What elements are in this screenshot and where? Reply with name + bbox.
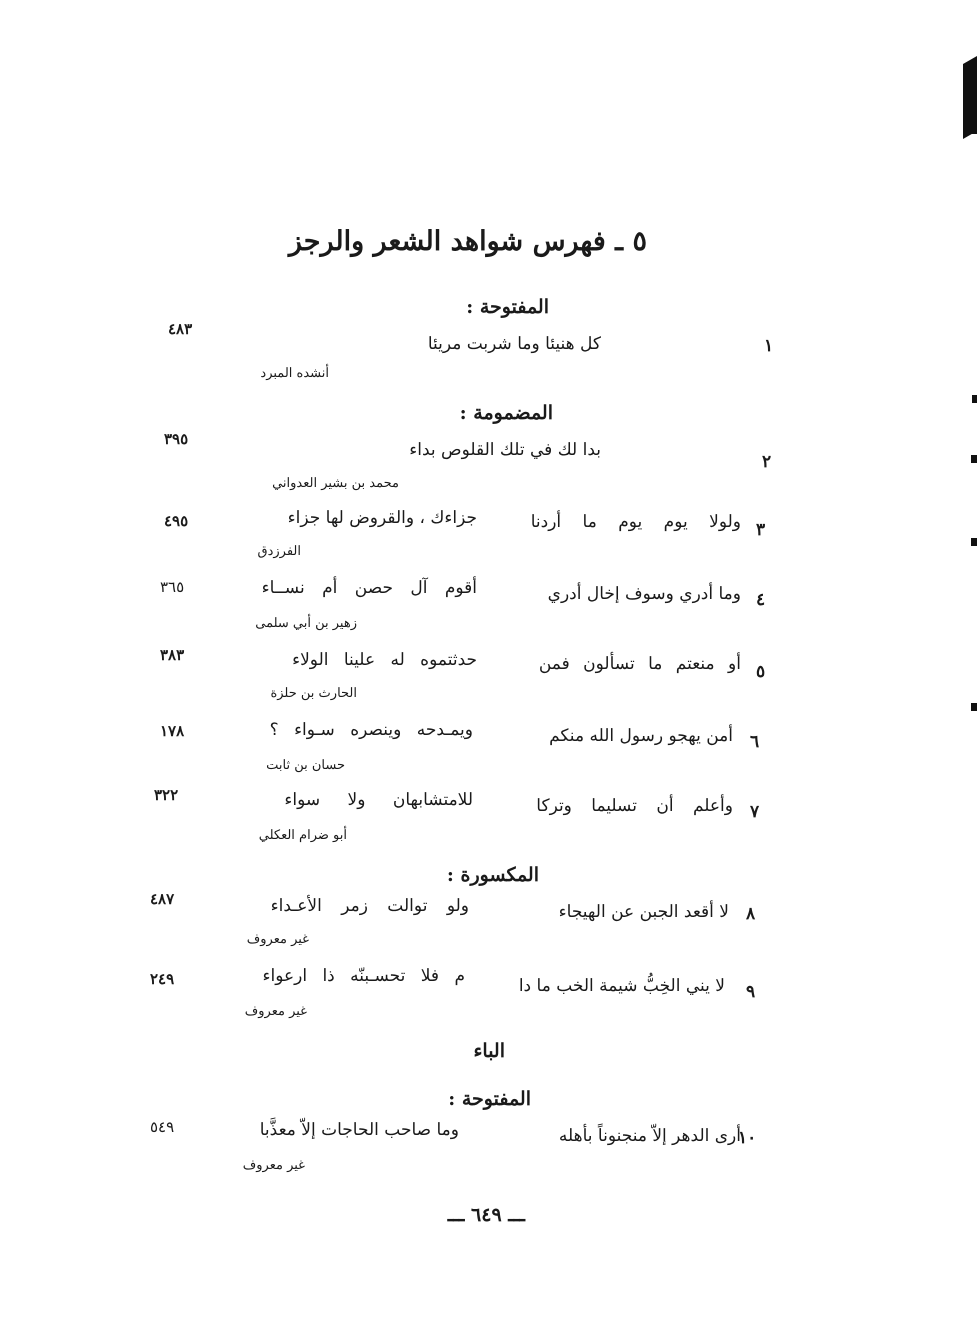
page-reference: ١٧٨ [160, 722, 185, 740]
entry-number: ٣ [756, 520, 766, 540]
poet-name: محمد بن بشير العدواني [272, 476, 399, 491]
page-reference: ٣٢٢ [154, 786, 179, 804]
section-heading-baa: الباء [473, 1040, 505, 1062]
entry-number: ٦ [750, 732, 760, 752]
verse-second-hemistich: م فلا تحسـبنّه ذا ارعواء [262, 966, 465, 986]
entry-number: ٩ [746, 982, 756, 1002]
verse-first-hemistich: كل هنيئا وما شربت مريئا [427, 334, 601, 354]
entry-number: ٨ [746, 904, 756, 924]
verse-second-hemistich: جزاءك ، والقروض لها جزاء [287, 508, 477, 528]
verse-second-hemistich: أقوم آل حصن أم نســاء [261, 578, 477, 598]
entry-number: ١٠ [738, 1128, 757, 1148]
page-reference: ٣٩٥ [164, 430, 189, 448]
verse-first-hemistich: لا أقعد الجبن عن الهيجاء [558, 902, 729, 922]
verse-first-hemistich: ولولا يوم يوم ما أردنا [530, 512, 741, 532]
poet-name: الحارث بن حلزة [270, 686, 357, 701]
section-heading-maftuha-baa: المفتوحة : [448, 1088, 531, 1110]
entry-number: ٤ [756, 590, 766, 610]
scan-edge-mark [971, 455, 977, 463]
entry-number: ٥ [756, 662, 766, 682]
poet-name: أبو ضرام العكلي [258, 828, 347, 843]
entry-number: ٢ [762, 452, 772, 472]
page-reference: ٤٩٥ [164, 512, 189, 530]
verse-second-hemistich: وما صاحب الحاجات إلاّ معذَّبا [259, 1120, 459, 1140]
scan-edge-mark [972, 395, 977, 403]
page-reference: ٣٦٥ [160, 578, 185, 596]
poet-name: غير معروف [242, 1158, 305, 1173]
page-reference: ٥٤٩ [150, 1118, 175, 1136]
section-heading-maftuha: المفتوحة : [466, 296, 549, 318]
page-reference: ٢٤٩ [150, 970, 175, 988]
section-heading-madmuma: المضمومة : [459, 402, 553, 424]
entry-number: ٧ [750, 802, 760, 822]
verse-first-hemistich: وأعلم أن تسليما وتركا [536, 796, 733, 816]
verse-first-hemistich: أرى الدهر إلاّ منجنوناً بأهله [558, 1126, 741, 1146]
entry-number: ١ [764, 336, 774, 356]
page-reference: ٤٨٣ [168, 320, 193, 338]
scan-edge-mark [971, 703, 977, 711]
verse-second-hemistich: ويمـدحه وينصره سـواء ؟ [269, 720, 473, 740]
poet-name: غير معروف [244, 1004, 307, 1019]
scan-edge-mark [963, 56, 977, 139]
page-title: ٥ ـ فهرس شواهد الشعر والرجز [288, 226, 647, 257]
verse-first-hemistich: وما أدري وسوف إخال أدري [547, 584, 741, 604]
scan-edge-mark [971, 130, 977, 134]
verse-second-hemistich: حدثتموه له علينا الولاء [292, 650, 477, 670]
verse-first-hemistich: أمن يهجو رسول الله منكم [549, 726, 733, 746]
scan-edge-mark [971, 538, 977, 546]
verse-second-hemistich: للامتشابهان ولا سواء [284, 790, 473, 810]
verse-second-hemistich: ولو توالت زمر الأعـداء [270, 896, 469, 916]
poet-name: أنشده المبرد [260, 366, 329, 381]
page-number: ـــ ٦٤٩ ـــ [447, 1204, 525, 1226]
page-reference: ٤٨٧ [150, 890, 175, 908]
poet-name: غير معروف [246, 932, 309, 947]
poet-name: حسان بن ثابت [266, 758, 345, 773]
verse-first-hemistich: أو منعتم ما تسألون فمن [538, 654, 741, 674]
poet-name: الفرزدق [257, 544, 301, 559]
poet-name: زهير بن أبي سلمى [255, 616, 357, 631]
page-reference: ٣٨٣ [160, 646, 185, 664]
verse-first-hemistich: لا يني الخِبُّ شيمة الخب ما دا [518, 976, 725, 996]
section-heading-maksura: المكسورة : [446, 864, 539, 886]
verse-first-hemistich: بدا لك في تلك القلوص بداء [409, 440, 601, 460]
